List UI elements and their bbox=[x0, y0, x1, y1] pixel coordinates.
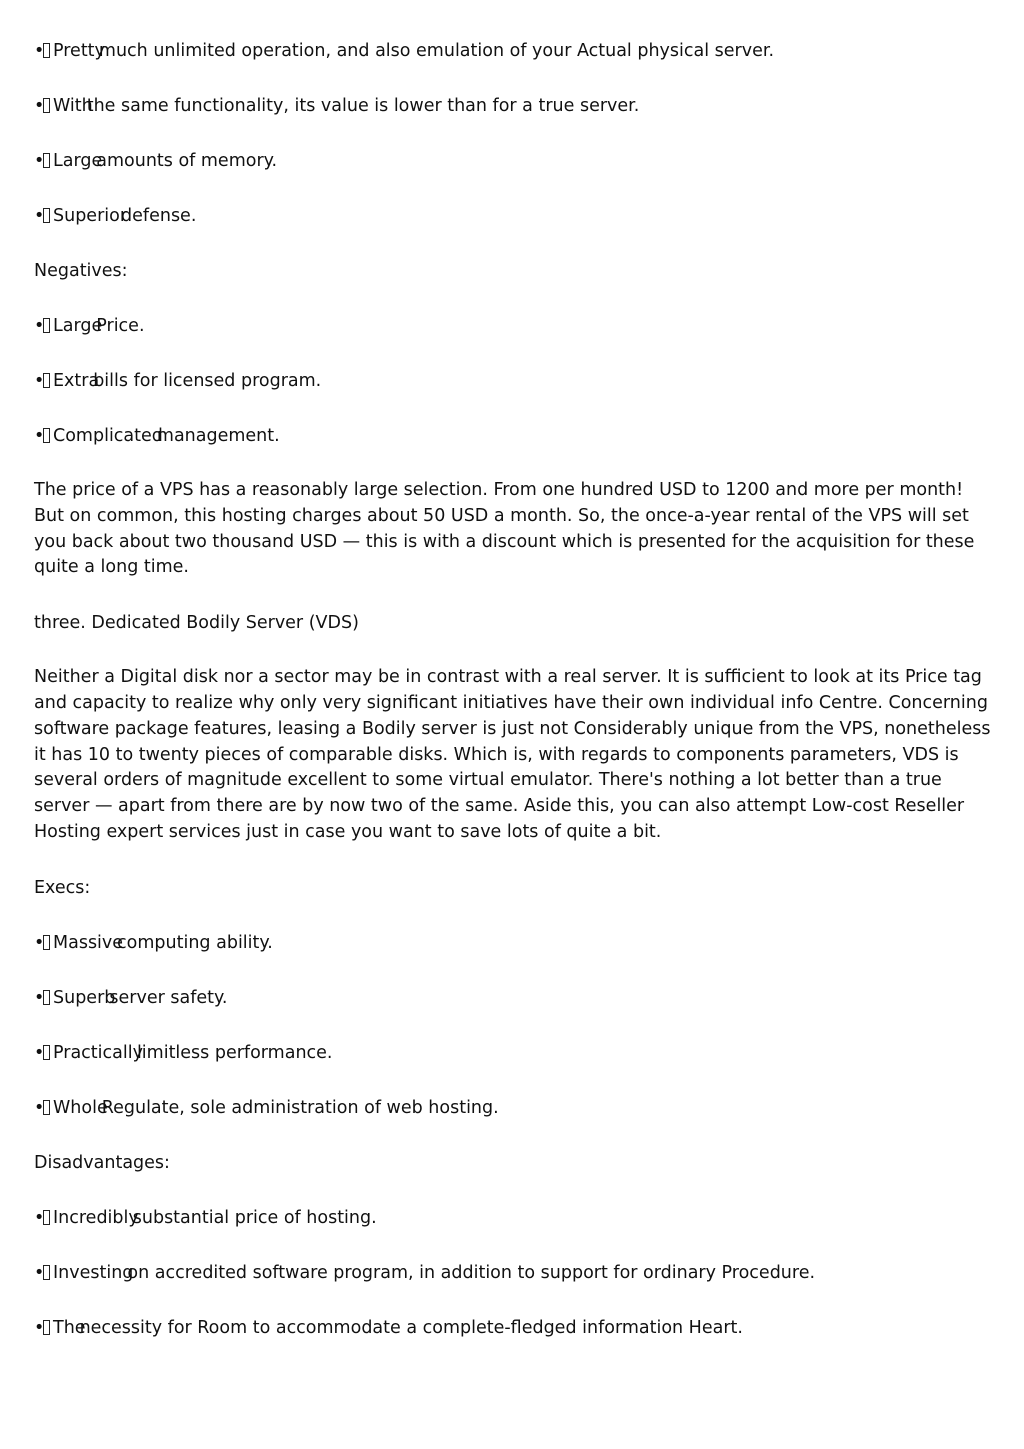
list-item-lead: The bbox=[53, 1317, 86, 1338]
list-item bbox=[34, 148, 994, 174]
list-item-lead: Extra bbox=[53, 371, 100, 391]
list-item-text: limitless performance. bbox=[136, 1042, 333, 1063]
bullet-icon: • bbox=[34, 1317, 45, 1338]
missing-glyph-icon bbox=[43, 990, 50, 1005]
list-item-text: Regulate, sole administration of web hosting. bbox=[101, 1097, 499, 1118]
paragraph-dedicated-server: Neither a Digital disk nor a sector may be in contrast with a real server. It is sufficient to look at its Price tag and capacity to realize why only very significant initiatives have their own individual info Centre. Concerning software package features, leasing a Bodily server is just not Considerably unique from the VPS, nonetheless it has 10 to twenty pieces of comparable disks. Which is, with regards to components parameters, VDS is several orders of magnitude excellent to some virtual emulator. There's nothing a lot better than a true server — apart from there are by now two of the same. Aside this, you can also attempt Low-cost Reseller Hosting expert services just in case you want to save lots of quite a bit. bbox=[34, 667, 991, 842]
list-item-text: on accredited software program, in addition to support for ordinary Procedure. bbox=[127, 1262, 816, 1283]
missing-glyph-icon bbox=[43, 318, 50, 333]
list-item-lead: Incredibly bbox=[53, 1207, 139, 1228]
list-item bbox=[34, 1315, 994, 1341]
list-item bbox=[34, 423, 994, 449]
list-item bbox=[34, 1040, 994, 1066]
missing-glyph-icon bbox=[43, 1320, 50, 1335]
paragraph-vps-price: The price of a VPS has a reasonably large selection. From one hundred USD to 1200 and more per month! But on common, this hosting charges about 50 USD a month. So, the once-a-year rental of the VPS will set you back about two thousand USD — this is with a discount which is presented for the acquisition for these quite a long time. bbox=[34, 480, 975, 578]
bullet-icon: • bbox=[34, 426, 45, 446]
list-item-lead: Large bbox=[53, 151, 103, 171]
list-item-text: amounts of memory. bbox=[96, 151, 278, 171]
list-item-lead: Superior bbox=[53, 206, 128, 226]
section-heading-disadvantages: Disadvantages: bbox=[34, 1152, 170, 1173]
missing-glyph-icon bbox=[43, 935, 50, 950]
list-item-text: Price. bbox=[96, 316, 145, 336]
list-item-text: substantial price of hosting. bbox=[132, 1207, 377, 1228]
missing-glyph-icon bbox=[43, 428, 50, 443]
missing-glyph-icon bbox=[43, 1210, 50, 1225]
bullet-icon: • bbox=[34, 206, 45, 226]
list-item-text: the same functionality, its value is lower than for a true server. bbox=[86, 96, 640, 116]
list-item bbox=[34, 985, 994, 1011]
list-item-lead: Massive bbox=[53, 932, 124, 953]
bullet-icon: • bbox=[34, 316, 45, 336]
missing-glyph-icon bbox=[43, 1045, 50, 1060]
list-item-lead: With bbox=[53, 96, 93, 116]
list-item-text: necessity for Room to accommodate a complete-fledged information Heart. bbox=[79, 1317, 743, 1338]
list-item bbox=[34, 313, 994, 339]
document-page bbox=[34, 38, 994, 1370]
list-item-text: much unlimited operation, and also emulation of your Actual physical server. bbox=[98, 41, 775, 61]
missing-glyph-icon bbox=[43, 43, 50, 58]
missing-glyph-icon bbox=[43, 373, 50, 388]
list-item-lead: Large bbox=[53, 316, 103, 336]
bullet-icon: • bbox=[34, 1097, 45, 1118]
list-item-text: computing ability. bbox=[117, 932, 273, 953]
bullet-icon: • bbox=[34, 932, 45, 953]
bullet-icon: • bbox=[34, 41, 45, 61]
list-item bbox=[34, 203, 994, 229]
list-item bbox=[34, 1095, 994, 1121]
section-heading-negatives: Negatives: bbox=[34, 261, 128, 281]
list-item-text: defense. bbox=[121, 206, 197, 226]
bullet-icon: • bbox=[34, 1207, 45, 1228]
list-item bbox=[34, 1260, 994, 1286]
list-item bbox=[34, 38, 994, 64]
list-item bbox=[34, 93, 994, 119]
bullet-icon: • bbox=[34, 96, 45, 116]
list-item bbox=[34, 1205, 994, 1231]
list-item bbox=[34, 368, 994, 394]
missing-glyph-icon bbox=[43, 98, 50, 113]
bullet-icon: • bbox=[34, 1042, 45, 1063]
bullet-icon: • bbox=[34, 151, 45, 171]
list-item-text: bills for licensed program. bbox=[93, 371, 322, 391]
missing-glyph-icon bbox=[43, 208, 50, 223]
missing-glyph-icon bbox=[43, 153, 50, 168]
section-heading-execs: Execs: bbox=[34, 877, 91, 898]
list-item bbox=[34, 930, 994, 956]
list-item-lead: Complicated bbox=[53, 426, 163, 446]
bullet-icon: • bbox=[34, 987, 45, 1008]
missing-glyph-icon bbox=[43, 1100, 50, 1115]
bullet-icon: • bbox=[34, 1262, 45, 1283]
list-item-lead: Whole bbox=[53, 1097, 108, 1118]
bullet-icon: • bbox=[34, 371, 45, 391]
list-item-lead: Investing bbox=[53, 1262, 134, 1283]
list-item-text: management. bbox=[156, 426, 280, 446]
list-item-lead: Pretty bbox=[53, 41, 105, 61]
list-item-lead: Practically bbox=[53, 1042, 143, 1063]
section-heading-dedicated-server: three. Dedicated Bodily Server (VDS) bbox=[34, 613, 359, 634]
list-item-text: server safety. bbox=[109, 987, 228, 1008]
list-item-lead: Superb bbox=[53, 987, 116, 1008]
missing-glyph-icon bbox=[43, 1265, 50, 1280]
